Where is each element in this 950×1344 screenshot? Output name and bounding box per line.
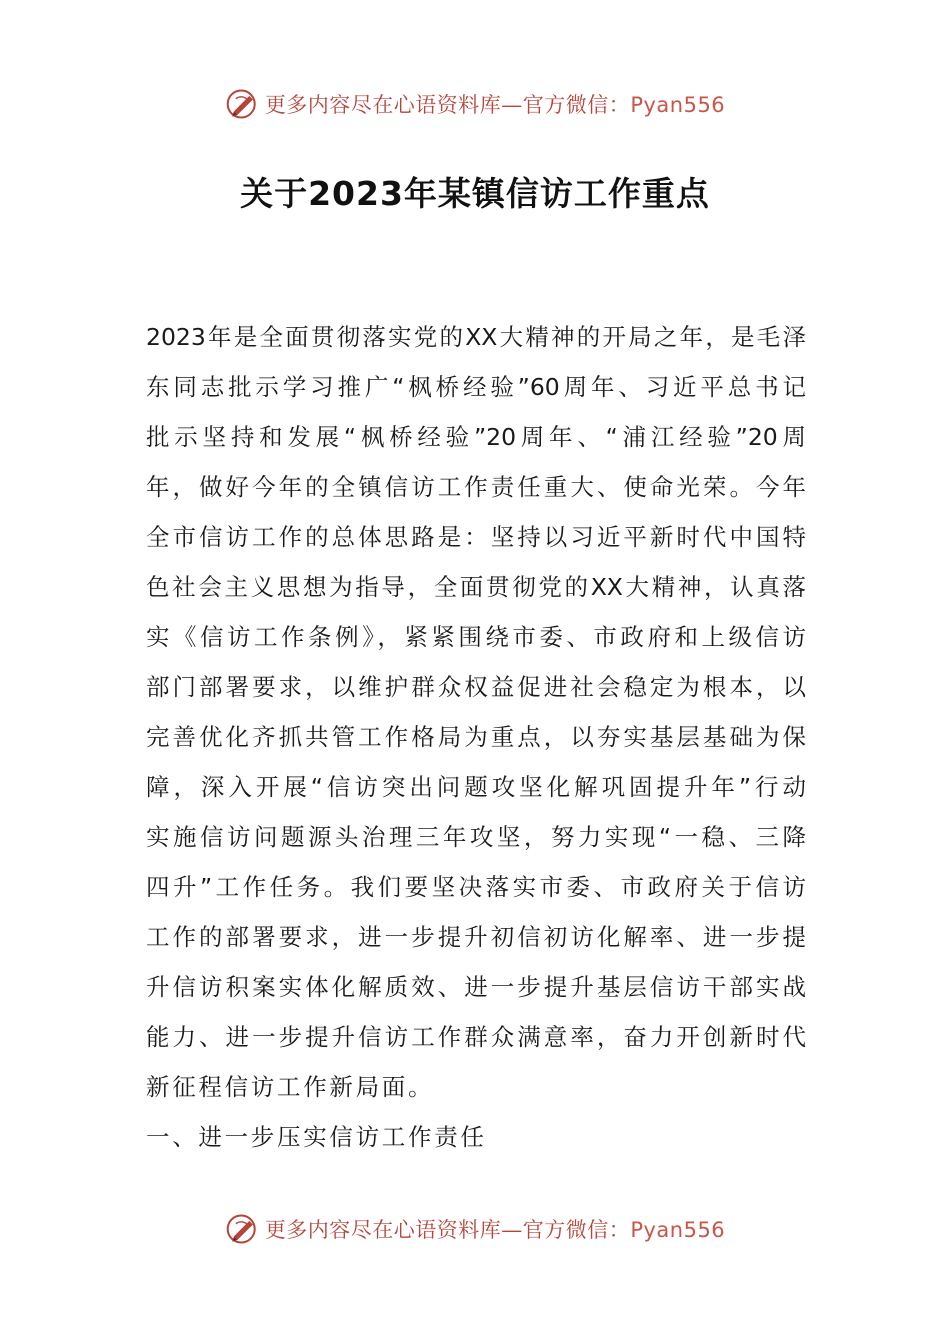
paragraph-line: 障，深入开展“信访突出问题攻坚化解巩固提升年”行动	[146, 773, 806, 801]
watermark-account: Pyan556	[630, 1218, 726, 1242]
paragraph-line: 实施信访问题源头治理三年攻坚，努力实现“一稳、三降	[146, 823, 806, 851]
paragraph-line: 全市信访工作的总体思路是：坚持以习近平新时代中国特	[146, 523, 806, 551]
pen-logo-icon	[225, 86, 261, 122]
paragraph-line: 东同志批示学习推广“枫桥经验”60周年、习近平总书记	[146, 373, 806, 401]
watermark-text: 更多内容尽在心语资料库—官方微信：Pyan556	[264, 1218, 726, 1242]
section-heading: 一、进一步压实信访工作责任	[146, 1123, 487, 1151]
document-body	[146, 312, 806, 1162]
paragraph-line: 2023年是全面贯彻落实党的XX大精神的开局之年，是毛泽	[146, 323, 806, 351]
paragraph-line: 色社会主义思想为指导，全面贯彻党的XX大精神，认真落	[146, 573, 806, 601]
paragraph-line: 批示坚持和发展“枫桥经验”20周年、“浦江经验”20周	[146, 423, 806, 451]
paragraph-line: 部门部署要求，以维护群众权益促进社会稳定为根本，以	[146, 673, 806, 701]
paragraph-line: 新征程信访工作新局面。	[146, 1073, 435, 1101]
paragraph-line: 四升”工作任务。我们要坚决落实市委、市政府关于信访	[146, 873, 806, 901]
watermark-text: 更多内容尽在心语资料库—官方微信：Pyan556	[264, 93, 726, 117]
header-watermark	[0, 82, 950, 126]
footer-watermark	[0, 1207, 950, 1251]
paragraph-line: 完善优化齐抓共管工作格局为重点，以夯实基层基础为保	[146, 723, 806, 751]
document-title: 关于2023年某镇信访工作重点	[240, 174, 710, 213]
paragraph-line: 实《信访工作条例》，紧紧围绕市委、市政府和上级信访	[146, 623, 806, 651]
watermark-account: Pyan556	[630, 93, 726, 117]
paragraph-line: 升信访积案实体化解质效、进一步提升基层信访干部实战	[146, 973, 806, 1001]
paragraph-line: 年，做好今年的全镇信访工作责任重大、使命光荣。今年	[146, 473, 806, 501]
paragraph-line: 能力、进一步提升信访工作群众满意率，奋力开创新时代	[146, 1023, 806, 1051]
pen-logo-icon	[225, 1211, 261, 1247]
paragraph-line: 工作的部署要求，进一步提升初信初访化解率、进一步提	[146, 923, 806, 951]
